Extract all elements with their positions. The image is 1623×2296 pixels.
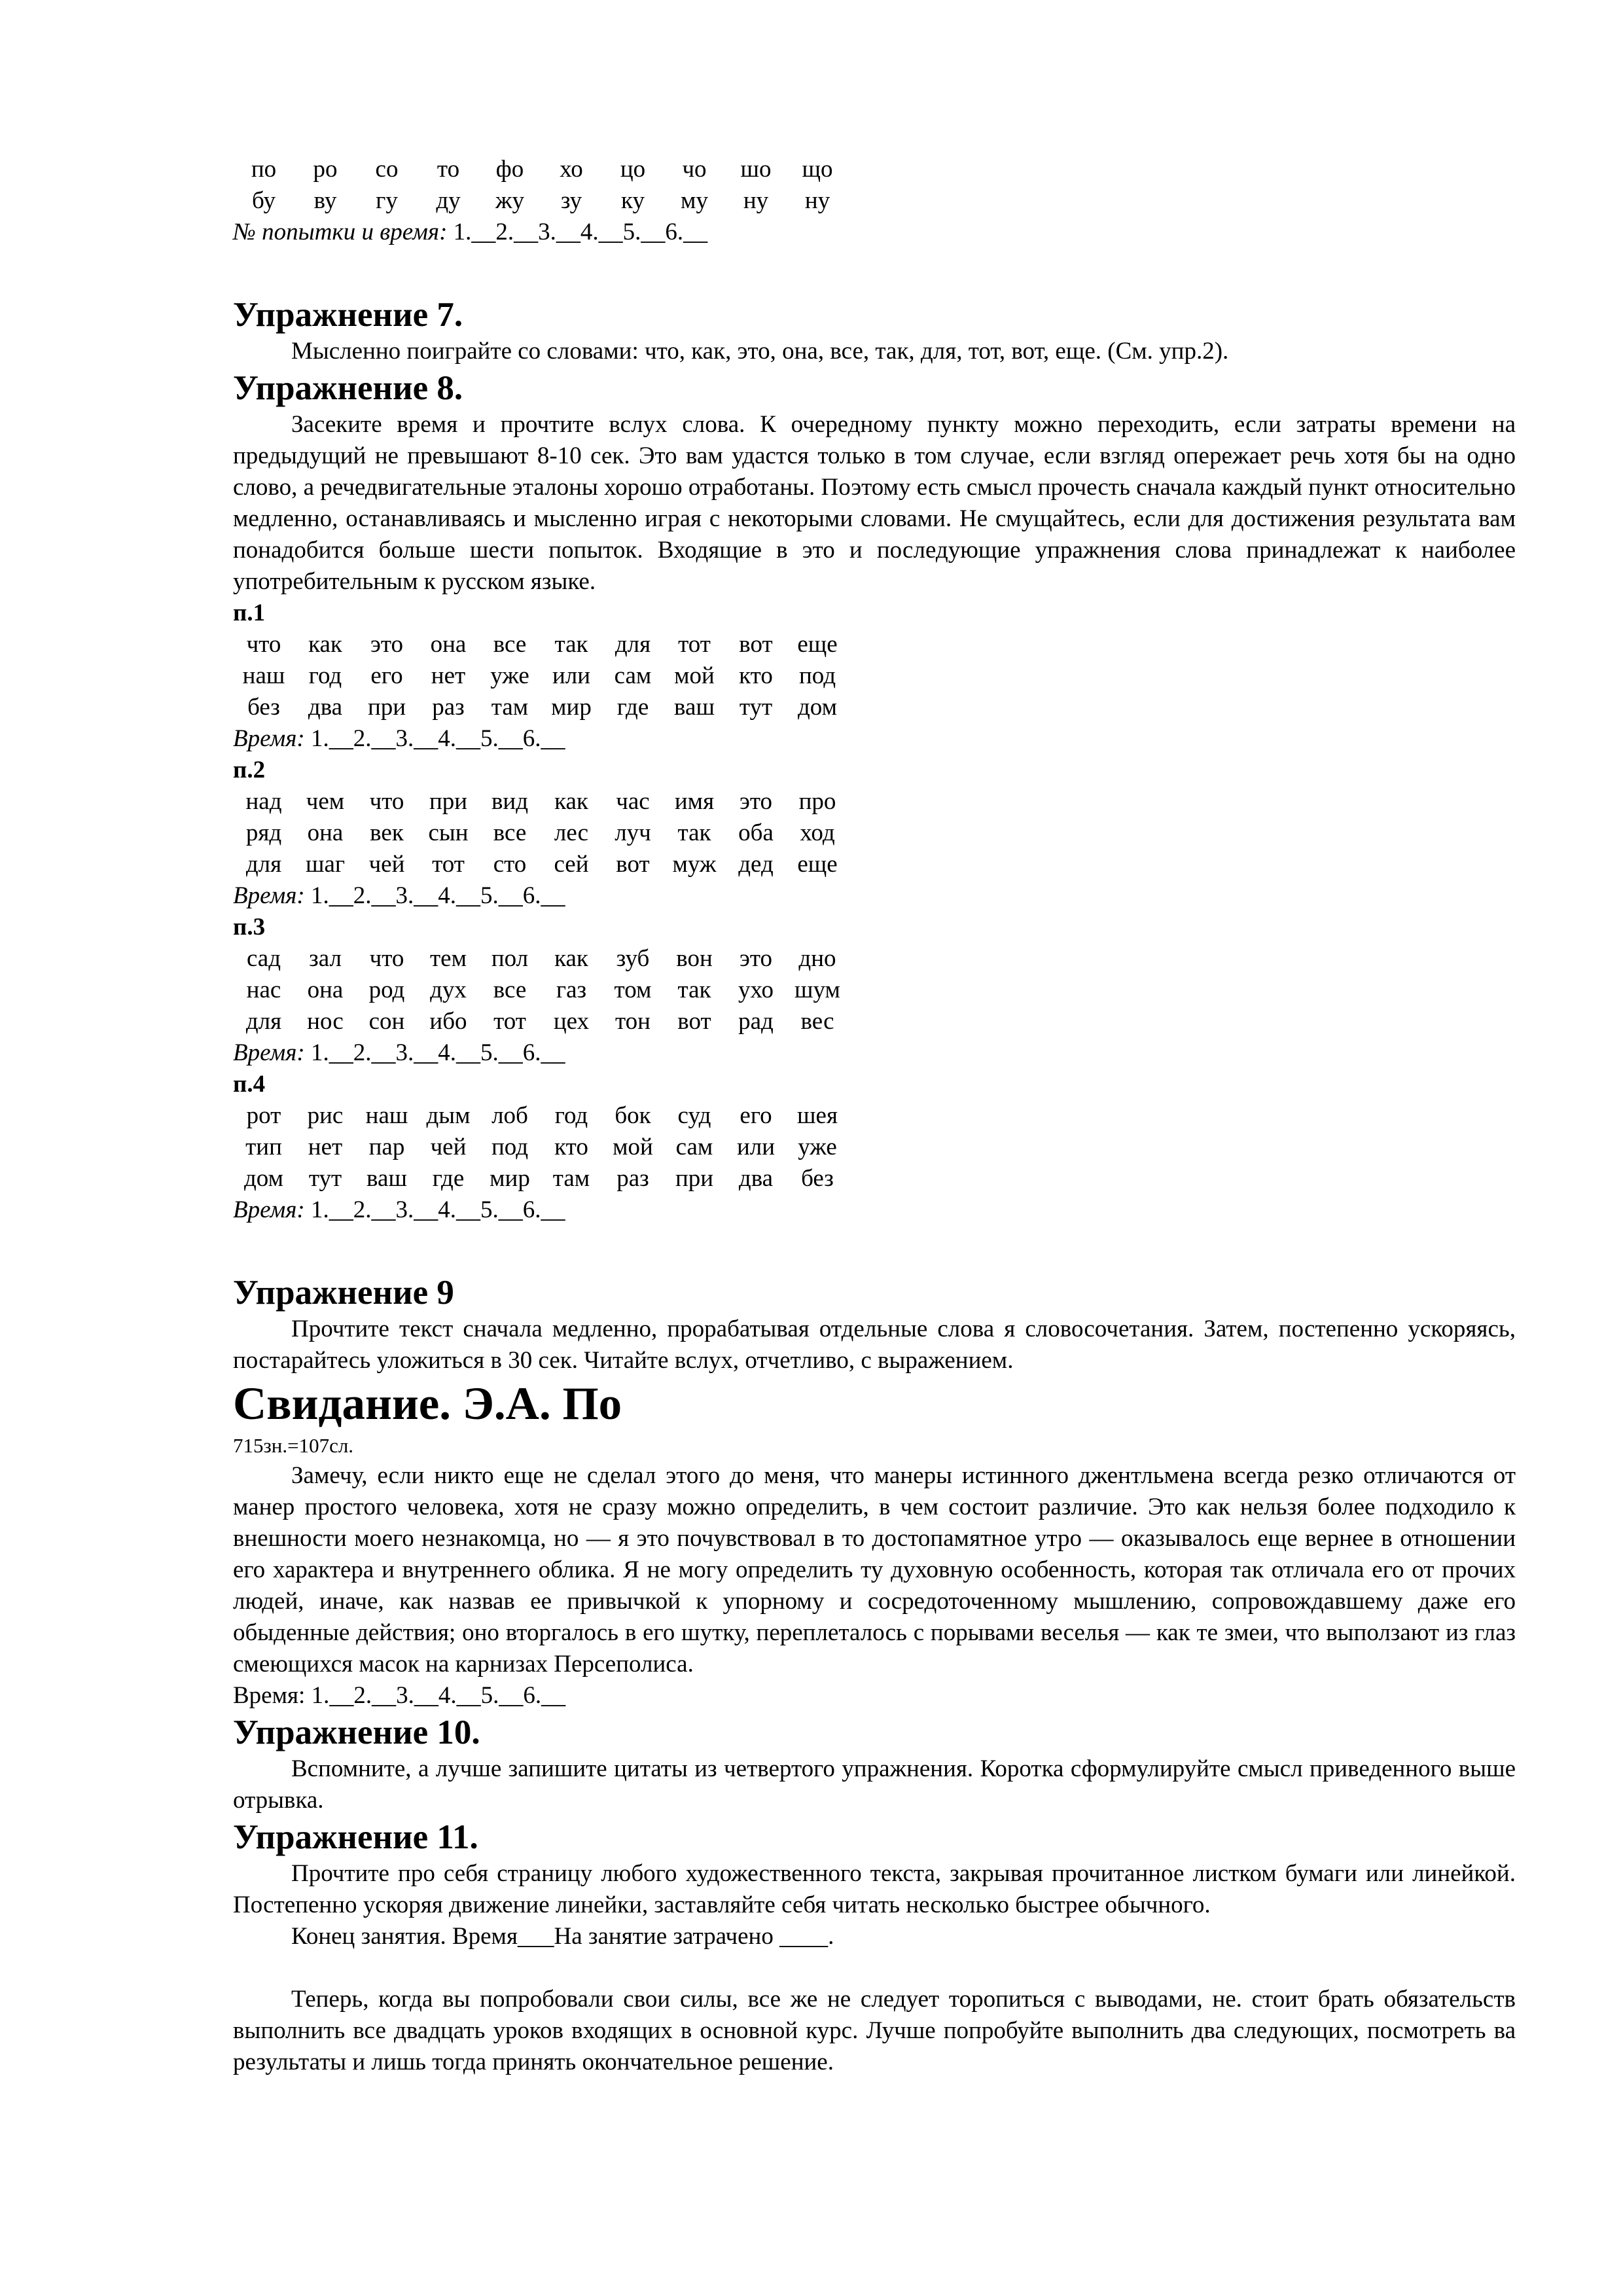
word-cell: зуб — [616, 945, 650, 972]
syllable-cell: хо — [560, 156, 583, 183]
word-cell: мир — [551, 694, 592, 721]
word-cell: еще — [797, 631, 838, 658]
word-row — [233, 629, 848, 660]
word-cell: лес — [554, 819, 589, 846]
word-cell: уже — [798, 1134, 837, 1160]
syllable-cell: ну — [743, 187, 769, 214]
word-cell: как — [554, 945, 588, 972]
word-cell: там — [491, 694, 529, 721]
exercise-7-title: Упражнение 7. — [233, 296, 463, 334]
word-cell: для — [245, 851, 282, 878]
word-cell: при — [429, 788, 468, 815]
syllable-cell: ро — [313, 156, 338, 183]
word-cell: ухо — [738, 977, 774, 1003]
word-cell: там — [552, 1165, 590, 1192]
word-cell: так — [677, 977, 711, 1003]
word-row — [233, 817, 848, 849]
item-label: п.1 — [233, 600, 266, 626]
attempt-slots: 1.__2.__3.__4.__5.__6.__ — [453, 219, 708, 245]
word-cell: его — [740, 1102, 772, 1129]
word-cell: род — [368, 977, 405, 1003]
word-cell: вес — [800, 1008, 834, 1035]
syllable-cell: ву — [313, 187, 337, 214]
syllable-grid — [233, 154, 848, 217]
word-cell: раз — [616, 1165, 649, 1192]
syllable-row — [233, 154, 848, 185]
word-cell: его — [370, 662, 403, 689]
syllable-cell: зу — [560, 187, 582, 214]
word-cell: тип — [245, 1134, 282, 1160]
time-line — [233, 880, 1516, 912]
word-cell: шум — [794, 977, 840, 1003]
word-cell: как — [554, 788, 588, 815]
word-cell: сам — [614, 662, 652, 689]
word-cell: вон — [676, 945, 713, 972]
syllable-cell: то — [437, 156, 460, 183]
word-cell: сам — [675, 1134, 713, 1160]
word-cell: час — [616, 788, 650, 815]
word-cell: чем — [306, 788, 345, 815]
word-cell: при — [675, 1165, 714, 1192]
word-row — [233, 692, 848, 723]
word-cell: для — [245, 1008, 282, 1035]
word-cell: наш — [242, 662, 285, 689]
word-cell: ваш — [366, 1165, 407, 1192]
word-cell: сын — [428, 819, 469, 846]
word-row — [233, 786, 848, 817]
syllable-cell: гу — [376, 187, 398, 214]
word-cell: под — [798, 662, 836, 689]
word-cell: цех — [553, 1008, 590, 1035]
word-cell: дно — [798, 945, 836, 972]
story-text: Замечу, если никто еще не сделал этого до меня, что манеры истинного джентльмена всегда резко отличаются от манер простого человека, хотя не сразу можно определить, в чем состоит различие. Это как нельзя более подходило к внешности моего незнакомца, но — я это почувствовал в то достопамятное утро — оказывалось еще вернее в отношении его характера и внутреннего облика. Я не могу определить ту духовную особенность, которая так отличала его от прочих людей, иначе, как назвав ее привычкой к упорному и сосредоточенному мышлению, сопровождавшему даже его обыденные действия; оно вторгалось в его шутку, переплеталось с порывами веселья — как те змеи, что выползают из глаз смеющихся масок на карнизах Персеполиса. — [233, 1462, 1516, 1677]
word-cell: чей — [368, 851, 405, 878]
word-cell: это — [739, 788, 773, 815]
word-cell: вот — [677, 1008, 711, 1035]
word-cell: дым — [426, 1102, 471, 1129]
word-cell: год — [554, 1102, 588, 1129]
word-cell: над — [245, 788, 282, 815]
word-cell: нет — [308, 1134, 343, 1160]
word-cell: ряд — [245, 819, 282, 846]
document-page — [233, 154, 1516, 2078]
word-row — [233, 660, 848, 692]
word-cell: что — [369, 788, 404, 815]
word-cell: тот — [493, 1008, 526, 1035]
time-label: Время: — [233, 725, 305, 752]
word-cell: она — [307, 819, 344, 846]
word-cell: газ — [556, 977, 587, 1003]
exercise-9-text: Прочтите текст сначала медленно, прорабатывая отдельные слова я словосочетания. Затем, постепенно ускоряясь, постарайтесь уложиться в 30 сек. Читайте вслух, отчетливо, с выражением. — [233, 1316, 1516, 1374]
time-label: Время: — [233, 882, 305, 909]
word-cell: при — [367, 694, 406, 721]
word-cell: рис — [307, 1102, 344, 1129]
word-row — [233, 1100, 848, 1132]
word-cell: зал — [309, 945, 342, 972]
word-cell: шаг — [305, 851, 346, 878]
time-slots: 1.__2.__3.__4.__5.__6.__ — [311, 882, 565, 909]
time-slots: 1.__2.__3.__4.__5.__6.__ — [311, 1039, 565, 1066]
time-line — [233, 1194, 1516, 1226]
word-cell: рад — [738, 1008, 774, 1035]
word-cell: тот — [678, 631, 711, 658]
word-cell: без — [247, 694, 280, 721]
word-cell: все — [493, 977, 527, 1003]
syllable-cell: цо — [620, 156, 646, 183]
syllable-cell: му — [681, 187, 708, 214]
word-cell: дом — [797, 694, 838, 721]
time-line — [233, 723, 1516, 755]
word-grid — [233, 786, 848, 880]
word-cell: нас — [246, 977, 281, 1003]
word-cell: ход — [800, 819, 835, 846]
closing-paragraph: Теперь, когда вы попробовали свои силы, все же не следует торопиться с выводами, не. стоит брать обязательств выполнить все двадцать уроков входящих в основной курс. Лучше попробуйте выполнить два следующих, посмотреть ва результаты и лишь тогда принять окончательное решение. — [233, 1986, 1516, 2075]
word-cell: как — [308, 631, 342, 658]
exercise-8-text: Засеките время и прочтите вслух слова. К очередному пункту можно переходить, если затраты времени на предыдущий не превышают 8-10 сек. Это вам удастся только в том случае, если взгляд опережает речь хотя бы на одно слово, а речедвигательные эталоны хорошо отработаны. Поэтому есть смысл прочесть сначала каждый пункт относительно медленно, останавливаясь и мысленно играя с некоторыми словами. Не смущайтесь, если для достижения результата вам понадобится больше шести попыток. Входящие в это и последующие упражнения слова принадлежат к наиболее употребительным к русском языке. — [233, 411, 1516, 595]
word-cell: про — [798, 788, 836, 815]
word-row — [233, 1006, 848, 1037]
word-cell: наш — [365, 1102, 408, 1129]
word-cell: она — [307, 977, 344, 1003]
word-cell: или — [736, 1134, 776, 1160]
word-cell: ибо — [429, 1008, 467, 1035]
word-cell: бок — [615, 1102, 651, 1129]
syllable-cell: ку — [621, 187, 645, 214]
word-cell: вот — [739, 631, 773, 658]
word-cell: что — [246, 631, 281, 658]
word-cell: без — [801, 1165, 834, 1192]
word-cell: так — [677, 819, 711, 846]
time-label: Время: — [233, 1196, 305, 1223]
word-cell: или — [552, 662, 591, 689]
exercise-10-text: Вспомните, а лучше запишите цитаты из четвертого упражнения. Коротка сформулируйте смысл приведенного выше отрывка. — [233, 1755, 1516, 1814]
time-label: Время: — [233, 1039, 305, 1066]
word-cell: тот — [432, 851, 465, 878]
syllable-row — [233, 185, 848, 217]
time-line — [233, 1037, 1516, 1069]
word-cell: раз — [432, 694, 465, 721]
word-cell: сей — [554, 851, 589, 878]
exercise-11-text: Прочтите про себя страницу любого художественного текста, закрывая прочитанное листком бумаги или линейкой. Постепенно ускоряя движение линейки, заставляйте себя читать несколько быстрее обычного. — [233, 1860, 1516, 1918]
word-cell: год — [308, 662, 342, 689]
syllable-cell: жу — [495, 187, 525, 214]
word-cell: все — [493, 819, 527, 846]
word-cell: рот — [246, 1102, 281, 1129]
word-row — [233, 1163, 848, 1194]
word-cell: тут — [739, 694, 773, 721]
word-grid — [233, 1100, 848, 1194]
exercise-10-title: Упражнение 10. — [233, 1713, 480, 1751]
word-cell: шея — [797, 1102, 838, 1129]
word-cell: тон — [615, 1008, 651, 1035]
word-cell: сад — [246, 945, 281, 972]
word-cell: луч — [615, 819, 651, 846]
word-cell: дом — [243, 1165, 284, 1192]
word-cell: еще — [797, 851, 838, 878]
word-cell: вид — [491, 788, 529, 815]
word-row — [233, 943, 848, 975]
word-cell: мир — [490, 1165, 530, 1192]
syllable-cell: бу — [252, 187, 276, 214]
word-cell: чей — [430, 1134, 467, 1160]
word-cell: мой — [613, 1134, 653, 1160]
word-cell: сто — [493, 851, 527, 878]
time-slots: 1.__2.__3.__4.__5.__6.__ — [311, 725, 565, 752]
syllable-cell: фо — [495, 156, 524, 183]
word-cell: пол — [491, 945, 529, 972]
word-cell: дух — [430, 977, 467, 1003]
syllable-cell: ну — [804, 187, 830, 214]
word-row — [233, 1132, 848, 1163]
word-cell: два — [738, 1165, 774, 1192]
word-cell: под — [491, 1134, 529, 1160]
word-cell: она — [430, 631, 467, 658]
syllable-cell: шо — [740, 156, 772, 183]
lesson-end-line: Конец занятия. Время___На занятие затрачено ____. — [291, 1923, 834, 1950]
story-title: Свидание. Э.А. По — [233, 1378, 622, 1429]
word-cell: муж — [672, 851, 717, 878]
word-cell: суд — [677, 1102, 711, 1129]
word-cell: нет — [431, 662, 466, 689]
word-cell: где — [432, 1165, 465, 1192]
word-cell: оба — [738, 819, 774, 846]
story-time: Время: 1.__2.__3.__4.__5.__6.__ — [233, 1682, 566, 1709]
word-cell: имя — [674, 788, 715, 815]
attempt-line — [233, 217, 1516, 248]
word-grid — [233, 943, 848, 1037]
syllable-cell: що — [802, 156, 833, 183]
exercise-7-text: Мысленно поиграйте со словами: что, как, это, она, все, так, для, тот, вот, еще. (См. упр.2). — [291, 338, 1229, 365]
word-cell: ваш — [674, 694, 715, 721]
item-label: п.2 — [233, 757, 266, 783]
item-label: п.3 — [233, 914, 266, 941]
exercise-9-title: Упражнение 9 — [233, 1274, 454, 1312]
word-cell: два — [308, 694, 343, 721]
word-cell: тут — [308, 1165, 342, 1192]
word-cell: что — [369, 945, 404, 972]
word-cell: сон — [368, 1008, 405, 1035]
word-cell: так — [554, 631, 588, 658]
word-cell: пар — [368, 1134, 405, 1160]
word-cell: дед — [738, 851, 774, 878]
story-count: 715зн.=107сл. — [233, 1434, 354, 1457]
word-cell: лоб — [491, 1102, 528, 1129]
syllable-cell: со — [375, 156, 399, 183]
attempt-label: № попытки и время: — [233, 219, 448, 245]
word-row — [233, 849, 848, 880]
word-cell: это — [370, 631, 404, 658]
word-cell: кто — [739, 662, 773, 689]
word-grid — [233, 629, 848, 723]
word-cell: том — [614, 977, 652, 1003]
exercise-8-title: Упражнение 8. — [233, 369, 463, 407]
word-cell: для — [615, 631, 651, 658]
word-row — [233, 975, 848, 1006]
syllable-cell: по — [251, 156, 277, 183]
word-cell: мой — [674, 662, 715, 689]
word-cell: это — [739, 945, 773, 972]
word-cell: кто — [554, 1134, 588, 1160]
word-cell: уже — [490, 662, 529, 689]
word-cell: все — [493, 631, 527, 658]
syllable-cell: чо — [682, 156, 707, 183]
word-cell: век — [370, 819, 404, 846]
item-label: п.4 — [233, 1071, 266, 1098]
word-cell: вот — [616, 851, 650, 878]
exercise-11-title: Упражнение 11. — [233, 1818, 478, 1856]
word-cell: тем — [429, 945, 467, 972]
syllable-cell: ду — [436, 187, 461, 214]
word-cell: где — [616, 694, 649, 721]
word-cell: нос — [307, 1008, 344, 1035]
time-slots: 1.__2.__3.__4.__5.__6.__ — [311, 1196, 565, 1223]
